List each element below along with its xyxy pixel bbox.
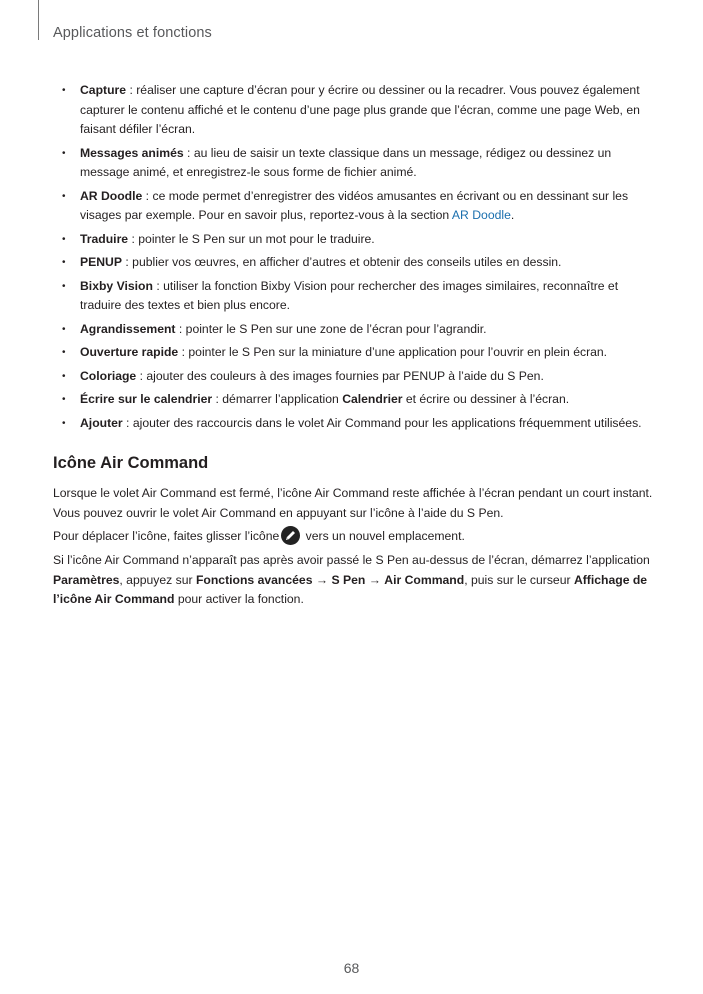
advanced-features-label: Fonctions avancées (195, 572, 313, 587)
bullet-dot-icon: • (62, 280, 66, 292)
item-sep: : (122, 415, 133, 430)
list-item (62, 187, 662, 226)
bullet-dot-icon: • (62, 233, 66, 245)
item-text-after: et écrire ou dessiner à l’écran. (402, 392, 570, 406)
item-text: ce mode permet d’enregistrer des vidéos amusantes en écrivant ou en dessinant sur les visages par exemple. Pour en savoir plus, reportez-vous à la section (80, 188, 629, 222)
arrow-icon: → (312, 572, 332, 587)
list-item (62, 144, 662, 183)
header-rule (38, 0, 39, 40)
bullet-dot-icon: • (62, 190, 66, 202)
item-sep: : (142, 188, 153, 203)
bullet-dot-icon: • (62, 323, 66, 335)
item-term: Bixby Vision (80, 278, 153, 293)
item-term: Traduire (80, 231, 129, 246)
pen-icon (281, 526, 300, 545)
icon-display-setting-label: Affichage de l’icône Air Command (53, 572, 648, 606)
item-sep: : (122, 255, 133, 269)
bullet-dot-icon: • (62, 347, 66, 358)
paragraph-text: , puis sur le curseur (464, 572, 574, 587)
item-text: publier vos œuvres, en afficher d’autres et obtenir des conseils utiles en dessin. (132, 255, 562, 269)
paragraph-move-icon (53, 526, 653, 547)
page-number: 68 (343, 960, 360, 976)
item-term: AR Doodle (80, 188, 143, 203)
item-sep: : (178, 345, 189, 359)
item-term: Agrandissement (80, 321, 176, 336)
item-term: Ouverture rapide (80, 345, 179, 359)
feature-list (62, 81, 662, 437)
item-text: utiliser la fonction Bixby Vision pour rechercher des images similaires, reconnaître et traduire des textes et bien plus encore. (80, 278, 619, 312)
item-sep: : (175, 321, 186, 336)
settings-app-label: Paramètres (53, 572, 120, 587)
item-term: Ajouter (80, 415, 123, 430)
bullet-dot-icon: • (62, 147, 66, 159)
item-text: pointer le S Pen sur un mot pour le traduire. (138, 231, 375, 246)
item-sep: : (183, 145, 194, 160)
list-item (62, 367, 662, 387)
item-term: PENUP (80, 255, 122, 269)
list-item (62, 253, 662, 273)
paragraph-text: vers un nouvel emplacement. (302, 529, 465, 543)
arrow-icon: → (365, 572, 385, 587)
list-item (62, 230, 662, 250)
list-item (62, 390, 662, 410)
item-sep: : (152, 278, 164, 293)
bullet-dot-icon: • (62, 257, 66, 268)
list-item (62, 320, 662, 340)
paragraph-air-command-intro: Lorsque le volet Air Command est fermé, l’icône Air Command reste affichée à l’écran pendant un court instant. Vous pouvez ouvrir le volet Air Command en appuyant sur l’icône à l’aide du S Pen. (53, 486, 653, 520)
paragraph-settings (53, 551, 653, 610)
list-item (62, 277, 662, 316)
item-text: au lieu de saisir un texte classique dans un message, rédigez ou dessinez un message animé, et enregistrez-le sous forme de fichier animé. (80, 145, 612, 179)
item-term: Messages animés (80, 145, 184, 160)
item-term: Coloriage (80, 368, 137, 383)
paragraph-text: , appuyez sur (119, 572, 196, 587)
item-text: pointer le S Pen sur la miniature d’une application pour l’ouvrir en plein écran. (188, 345, 608, 359)
s-pen-label: S Pen (331, 572, 366, 587)
item-term: Écrire sur le calendrier (80, 392, 213, 406)
item-sep: : (126, 83, 137, 97)
paragraph-text: Si l’icône Air Command n’apparaît pas après avoir passé le S Pen au-dessus de l’écran, démarrez l’application (53, 553, 650, 567)
header-title: Applications et fonctions (53, 25, 212, 41)
item-text: réaliser une capture d’écran pour y écrire ou dessiner ou la recadrer. Vous pouvez également capturer le contenu affiché et le contenu d’une page plus grande que l’écran, comme une page Web, en faisant défiler l’écran. (80, 83, 640, 136)
item-bold-term: Calendrier (342, 392, 403, 406)
paragraph-text: pour activer la fonction. (174, 592, 304, 606)
paragraph-text: Pour déplacer l’icône, faites glisser l’icône (53, 529, 280, 543)
item-text: ajouter des raccourcis dans le volet Air Command pour les applications fréquemment utilisées. (132, 415, 642, 430)
list-item (62, 343, 662, 363)
bullet-dot-icon: • (62, 417, 66, 429)
air-command-label: Air Command (384, 572, 465, 587)
item-text: démarrer l’application (222, 392, 343, 406)
item-text: pointer le S Pen sur une zone de l’écran pour l’agrandir. (185, 321, 487, 336)
item-sep: : (136, 368, 147, 383)
item-sep: : (128, 231, 139, 246)
list-item (62, 414, 662, 434)
bullet-dot-icon: • (62, 394, 66, 405)
item-text: ajouter des couleurs à des images fournies par PENUP à l’aide du S Pen. (146, 368, 544, 383)
bullet-dot-icon: • (62, 85, 66, 96)
section-title: Icône Air Command (53, 454, 209, 472)
list-item (62, 81, 662, 140)
item-text-after: . (510, 208, 515, 222)
item-term: Capture (80, 83, 127, 97)
item-sep: : (212, 392, 223, 406)
bullet-dot-icon: • (62, 370, 66, 382)
ar-doodle-link[interactable]: AR Doodle (451, 208, 511, 222)
